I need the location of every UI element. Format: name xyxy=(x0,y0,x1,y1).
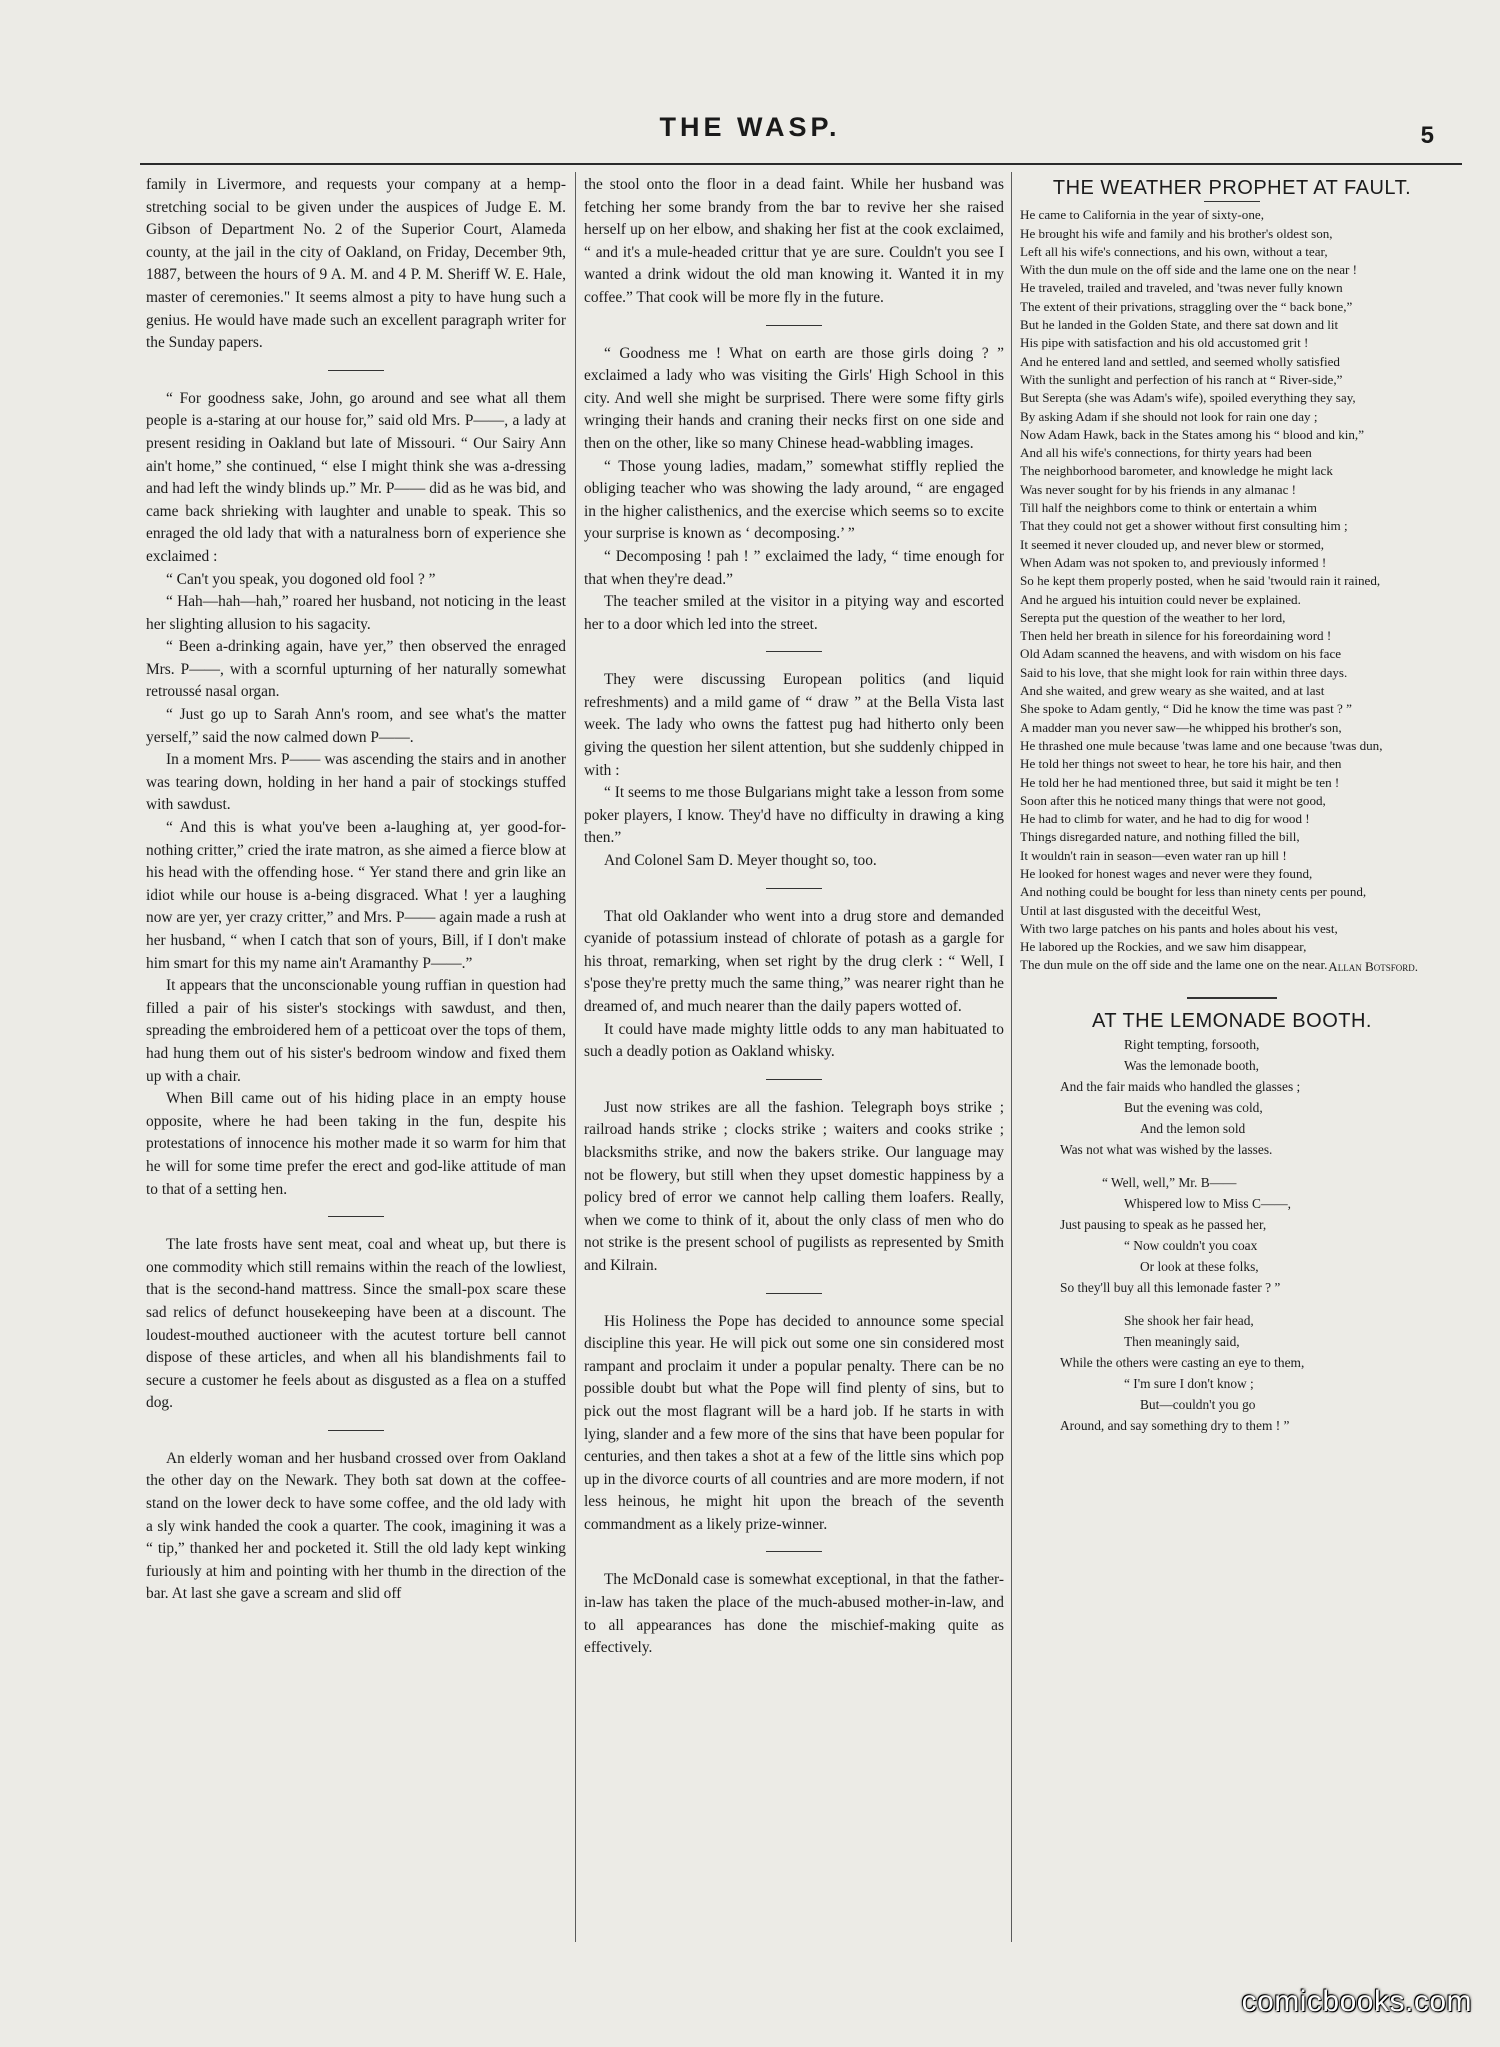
paragraph: And Colonel Sam D. Meyer thought so, too. xyxy=(604,852,877,870)
column-rule-1 xyxy=(575,172,576,1942)
poem-line: He labored up the Rockies, and we saw him disappear, xyxy=(1020,939,1307,955)
watermark-logo: comicbooks.com xyxy=(1241,1985,1472,2018)
poem-line: Now Adam Hawk, back in the States among his “ blood and kin,” xyxy=(1020,426,1365,442)
paragraph: “ Hah—hah—hah,” roared her husband, not noticing in the least her slighting allusion to his sagacity. xyxy=(146,593,566,633)
poem-line: But the evening was cold, xyxy=(1124,1100,1263,1116)
paragraph: “ For goodness sake, John, go around and see what all them people is a-staring at our house for,” said old Mrs. P——, a lady at present residing in Oakland but late of Missouri. “ Our Sairy Ann ain't home,” she continued, “ else I might think she was a-dressing and had left the windy blinds up.” Mr. P—— did as he was bid, and came back shrieking with laughter and unable to speak. This so enraged the old lady that with a naturalness born of experience she exclaimed : xyxy=(146,389,566,565)
separator xyxy=(766,325,822,326)
paragraph: The McDonald case is somewhat exceptional, in that the father-in-law has taken the place of the much-abused mother-in-law, and to all appearances has done the mischief-making quite as effectively. xyxy=(584,1571,1004,1657)
poem-line: He thrashed one mule because 'twas lame and one because 'twas dun, xyxy=(1020,737,1383,753)
poem-author: Allan Botsford. xyxy=(1328,958,1418,974)
paragraph: It appears that the unconscionable young ruffian in question had filled a pair of his sister's stockings with sawdust, and then, spreading the embroidered hem of a petticoat over the tops of them, had hung them out of his sister's bedroom window and fixed them up with a chair. xyxy=(146,977,566,1085)
separator xyxy=(328,1430,384,1431)
paragraph: “ Goodness me ! What on earth are those girls doing ? ” exclaimed a lady who was visiting the Girls' High School in this city. And well she might be surprised. There were some fifty girls wringing their hands and craning their necks first on one side and then on the other, like so many Chinese head-wabbling images. xyxy=(584,344,1004,452)
poem-line: She spoke to Adam gently, “ Did he know the time was past ? ” xyxy=(1020,701,1352,717)
poem-line: He told her things not sweet to hear, he tore his hair, and then xyxy=(1020,756,1342,772)
poem-line: Was the lemonade booth, xyxy=(1124,1058,1260,1074)
poem-line: And the fair maids who handled the glasses ; xyxy=(1060,1079,1301,1095)
page-number: 5 xyxy=(1420,122,1434,149)
poem-line: With the sunlight and perfection of his ranch at “ River-side,” xyxy=(1020,371,1343,387)
poem-line: It seemed it never clouded up, and never blew or stormed, xyxy=(1020,536,1324,552)
poem-line: “ Well, well,” Mr. B—— xyxy=(1102,1175,1237,1191)
poem-line: Whispered low to Miss C——, xyxy=(1124,1196,1292,1212)
poem-line: Until at last disgusted with the deceitful West, xyxy=(1020,902,1261,918)
poem-line: Right tempting, forsooth, xyxy=(1124,1037,1260,1053)
title-rule xyxy=(1204,201,1260,202)
poem-line: He had to climb for water, and he had to dig for wood ! xyxy=(1020,811,1310,827)
poem-line: Then held her breath in silence for his foreordaining word ! xyxy=(1020,628,1332,644)
paragraph: When Bill came out of his hiding place in an empty house opposite, where he had been taking in the fun, despite his protestations of innocence his mother made it so warm for him that he will for some time prefer the erect and god-like attitude of man to that of a setting hen. xyxy=(146,1090,566,1198)
separator xyxy=(766,1079,822,1080)
poem-line: Serepta put the question of the weather to her lord, xyxy=(1020,609,1286,625)
paragraph: the stool onto the floor in a dead faint. While her husband was fetching her some brandy from the bar to revive her she raised herself up on her elbow, and shaking her fist at the cook exclaimed, “ and it's a mule-headed crittur that ye are sure. Couldn't you see I wanted a drink widout the old man knowing it. Wanted it in my coffee.” That cook will be more fly in the future. xyxy=(584,176,1004,306)
poem-line: The neighborhood barometer, and knowledge he might lack xyxy=(1020,463,1333,479)
paragraph: “ Can't you speak, you dogoned old fool ? ” xyxy=(166,570,436,588)
poem-line: “ Now couldn't you coax xyxy=(1124,1238,1258,1254)
poem-line: He told her he had mentioned three, but said it might be ten ! xyxy=(1020,774,1340,790)
poem-line: “ I'm sure I don't know ; xyxy=(1124,1376,1254,1392)
separator xyxy=(328,1216,384,1217)
paragraph: “ Those young ladies, madam,” somewhat stiffly replied the obliging teacher who was showing the lady around, “ are engaged in the higher calisthenics, and the exercise which seems so to excite your surprise is known as ‘ decomposing.’ ” xyxy=(584,457,1004,543)
column-2 xyxy=(584,174,1004,1944)
poem-title: THE WEATHER PROPHET AT FAULT. xyxy=(1052,177,1412,199)
paragraph: “ It seems to me those Bulgarians might take a lesson from some poker players, I know. They'd have no difficulty in drawing a king then.” xyxy=(584,784,1004,847)
column-rule-2 xyxy=(1011,172,1012,1942)
poem-line: And all his wife's connections, for thirty years had been xyxy=(1020,445,1312,461)
separator xyxy=(328,370,384,371)
paragraph: family in Livermore, and requests your company at a hemp-stretching social to be given under the auspices of Judge E. M. Gibson of Department No. 2 of the Superior Court, Alameda county, at the jail in the city of Oakland, on Friday, December 9th, 1887, between the hours of 9 A. M. and 4 P. M. Sheriff W. E. Hale, master of ceremonies." It seems almost a pity to have hung such a genius. He would have made such an excellent paragraph writer for the Sunday papers. xyxy=(146,176,566,352)
poem-weather-prophet xyxy=(1020,206,1444,973)
poem-line: His pipe with satisfaction and his old accustomed grit ! xyxy=(1020,335,1309,351)
poem-line: But—couldn't you go xyxy=(1140,1397,1256,1413)
poem-line: But he landed in the Golden State, and there sat down and lit xyxy=(1020,317,1339,333)
poem-line: A madder man you never saw—he whipped his brother's son, xyxy=(1020,719,1342,735)
poem-line: When Adam was not spoken to, and previously informed ! xyxy=(1020,554,1327,570)
poem-line: Old Adam scanned the heavens, and with wisdom on his face xyxy=(1020,646,1342,662)
stanza xyxy=(1020,1310,1444,1436)
paragraph: They were discussing European politics (and liquid refreshments) and a mild game of “ draw ” at the Bella Vista last week. The lady who owns the fattest pug had hitherto only been giving the question her silent attention, but she suddenly chipped in with : xyxy=(584,671,1004,779)
header-rule xyxy=(140,163,1462,165)
paragraph: Just now strikes are all the fashion. Telegraph boys strike ; railroad hands strike ; clocks strike ; waiters and cooks strike ; blacksmiths strike, and now the bakers strike. Our language may not be flowery, but still when they upset domestic happiness by a policy bred of error we cannot help calling them loafers. Really, when we come to think of it, about the only class of men who do not strike is the present school of pugilists as represented by Smith and Kilrain. xyxy=(584,1098,1004,1274)
paragraph: An elderly woman and her husband crossed over from Oakland the other day on the Newark. They both sat down at the coffee-stand on the lower deck to have some coffee, and the old lady with a sly wink handed the cook a quarter. The cook, imagining it was a “ tip,” thanked her and pocketed it. Still the old lady kept winking furiously at him and pointing with her thumb in the direction of the bar. At last she gave a scream and slid off xyxy=(146,1449,566,1603)
poem-line: Around, and say something dry to them ! ” xyxy=(1060,1418,1290,1434)
poem-line: With two large patches on his pants and holes about his vest, xyxy=(1020,920,1338,936)
poem-line: And nothing could be bought for less than ninety cents per pound, xyxy=(1020,884,1367,900)
stanza xyxy=(1020,1034,1444,1160)
stanza xyxy=(1020,1172,1444,1298)
poem-line: Just pausing to speak as he passed her, xyxy=(1060,1217,1267,1233)
poem-line: Till half the neighbors come to think or entertain a whim xyxy=(1020,500,1317,516)
poem-line: So he kept them properly posted, when he said 'twould rain it rained, xyxy=(1020,573,1381,589)
poem-line: So they'll buy all this lemonade faster ? ” xyxy=(1060,1280,1281,1296)
poem-line: Things disregarded nature, and nothing filled the bill, xyxy=(1020,829,1300,845)
poem-line: And he entered land and settled, and seemed wholly satisfied xyxy=(1020,353,1340,369)
poem-line: He brought his wife and family and his brother's oldest son, xyxy=(1020,225,1333,241)
poem-title: AT THE LEMONADE BOOTH. xyxy=(1092,1010,1372,1033)
separator xyxy=(766,651,822,652)
paragraph: His Holiness the Pope has decided to announce some special discipline this year. He will pick out some one sin considered most rampant and proclaim it under a popular penalty. There can be no possible doubt but what the Pope will find plenty of sins, but to pick out the most flagrant will be a hard job. If he starts in with lying, slander and a few more of the sins that have been popular for centuries, and then takes a shot at a few of the little sins which pop up in the divorce courts of all countries and are more modern, if not less heinous, he might hit upon the breach of the seventh commandment as a likely prize-winner. xyxy=(584,1312,1004,1533)
paragraph: That old Oaklander who went into a drug store and demanded cyanide of potassium instead of chlorate of potash as a gargle for his throat, remarking, when set right by the drug clerk : “ Well, I s'pose they're pretty much the same thing,” was nearer right than he dreamed of, and much nearer than the daily papers wotted of. xyxy=(584,907,1004,1015)
poem-line: He looked for honest wages and never were they found, xyxy=(1020,865,1313,881)
poem-lemonade-booth xyxy=(1020,1034,1444,1436)
poem-line: Soon after this he noticed many things that were not good, xyxy=(1020,792,1326,808)
poem-line: Was not what was wished by the lasses. xyxy=(1060,1142,1273,1158)
poem-line: And he argued his intuition could never be explained. xyxy=(1020,591,1301,607)
separator xyxy=(766,1293,822,1294)
separator xyxy=(766,1551,822,1552)
poem-line: While the others were casting an eye to them, xyxy=(1060,1355,1305,1371)
paragraph: “ Decomposing ! pah ! ” exclaimed the lady, “ time enough for that when they're dead.” xyxy=(584,547,1004,588)
poem-line: With the dun mule on the off side and the lame one on the near ! xyxy=(1020,262,1358,278)
paragraph: “ And this is what you've been a-laughing at, yer good-for-nothing critter,” cried the irate matron, as she aimed a fierce blow at his head with the offending hose. “ Yer stand there and grin like an idiot while our house is a-being disgraced. What ! yer a laughing now are yer, yer crazy critter,” and Mrs. P—— again made a rush at her husband, “ when I catch that son of yours, Bill, if I don't make him smart for this my name ain't Aramanthy P——.” xyxy=(146,819,566,972)
separator xyxy=(1187,997,1277,999)
paragraph: In a moment Mrs. P—— was ascending the stairs and in another was tearing down, holding in her hand a pair of stockings stuffed with sawdust. xyxy=(146,751,566,814)
poem-line: It wouldn't rain in season—even water ran up hill ! xyxy=(1020,847,1287,863)
masthead-title: THE WASP. xyxy=(659,112,841,142)
paragraph: “ Been a-drinking again, have yer,” then observed the enraged Mrs. P——, with a scornful upturning of her naturally somewhat retroussé nasal organ. xyxy=(146,638,566,701)
poem-line: By asking Adam if she should not look for rain one day ; xyxy=(1020,408,1318,424)
paragraph: “ Just go up to Sarah Ann's room, and see what's the matter yerself,” said the now calmed down P——. xyxy=(146,706,566,746)
paragraph: It could have made mighty little odds to any man habituated to such a deadly potion as Oakland whisky. xyxy=(584,1020,1004,1061)
poem-line: And she waited, and grew weary as she waited, and at last xyxy=(1020,683,1325,699)
poem-line: The extent of their privations, straggling over the “ back bone,” xyxy=(1020,298,1353,314)
paragraph: The teacher smiled at the visitor in a pitying way and escorted her to a door which led into the street. xyxy=(584,593,1004,633)
poem-line: Said to his love, that she might look for rain within three days. xyxy=(1020,664,1348,680)
poem-line: He came to California in the year of sixty-one, xyxy=(1020,207,1264,223)
column-1 xyxy=(146,174,566,1944)
poem-line: But Serepta (she was Adam's wife), spoiled everything they say, xyxy=(1020,390,1356,406)
poem-line: Then meaningly said, xyxy=(1124,1334,1240,1350)
poem-line: He traveled, trailed and traveled, and 'twas never fully known xyxy=(1020,280,1343,296)
poem-line: Was never sought for by his friends in any almanac ! xyxy=(1020,481,1297,497)
poem-line: The dun mule on the off side and the lame one on the near. xyxy=(1020,957,1328,973)
poem-line: And the lemon sold xyxy=(1140,1121,1246,1137)
poem-line: Or look at these folks, xyxy=(1140,1259,1259,1275)
paragraph: The late frosts have sent meat, coal and wheat up, but there is one commodity which still remains within the reach of the lowliest, that is the second-hand mattress. Since the small-pox scare these sad relics of defunct housekeeping have been at a discount. The loudest-mouthed auctioneer with the acutest torture bell cannot dispose of these articles, and when all his blandishments fail to secure a customer he feels about as disgusted as a flea on a stuffed dog. xyxy=(146,1236,566,1412)
poem-line: That they could not get a shower without first consulting him ; xyxy=(1020,518,1348,534)
column-3 xyxy=(1020,174,1444,1944)
poem-line: She shook her fair head, xyxy=(1124,1313,1254,1329)
separator xyxy=(766,888,822,889)
poem-line: Left all his wife's connections, and his own, without a tear, xyxy=(1020,243,1328,259)
